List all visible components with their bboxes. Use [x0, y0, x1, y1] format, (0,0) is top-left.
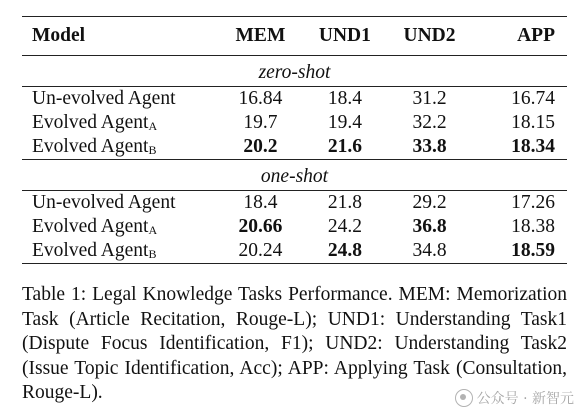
value-cell: 32.2	[412, 112, 447, 133]
value-cell: 20.66	[238, 216, 283, 237]
table-row	[22, 191, 567, 216]
group-row	[22, 160, 567, 191]
model-name: Evolved Agent	[32, 136, 149, 157]
model-cell	[22, 239, 218, 264]
model-cell	[22, 191, 218, 216]
value-cell: 18.59	[472, 239, 567, 264]
table-row	[22, 111, 567, 135]
value-cell: 16.84	[238, 88, 283, 109]
value-cell: 24.2	[327, 216, 362, 237]
value-cell: 29.2	[412, 192, 447, 213]
value-cell: 18.38	[511, 216, 555, 237]
table-body	[22, 56, 567, 264]
table-row	[22, 239, 567, 264]
group-row	[22, 56, 567, 87]
value-cell: 20.2	[218, 135, 302, 160]
model-subscript: B	[148, 247, 157, 261]
model-cell	[22, 111, 218, 135]
model-name: Un-evolved Agent	[32, 88, 176, 109]
table-row	[22, 135, 567, 160]
value-cell: 24.8	[303, 239, 388, 264]
group-label: zero-shot	[22, 56, 567, 87]
table-row	[22, 87, 567, 112]
model-name: Evolved Agent	[32, 240, 149, 261]
model-subscript: A	[148, 223, 158, 237]
table-caption: Table 1: Legal Knowledge Tasks Performance. MEM: Memorization Task (Article Recitation, Rouge-L); UND1: Understanding Task1 (Dispute Focus Identification, F1); UND2: Understanding Task2 (Issue Topic Identification, Acc); APP: Applying Task (Consultation, Rouge-L).	[22, 284, 567, 403]
watermark	[455, 388, 574, 408]
value-cell: 18.4	[243, 192, 278, 213]
table-header-row	[22, 17, 567, 56]
value-cell: 31.2	[412, 88, 447, 109]
value-cell: 18.15	[511, 112, 555, 133]
value-cell: 34.8	[387, 239, 472, 264]
value-cell: 19.4	[327, 112, 362, 133]
model-cell	[22, 87, 218, 112]
value-cell: 20.24	[218, 239, 302, 264]
model-cell	[22, 215, 218, 239]
table-row	[22, 215, 567, 239]
value-cell: 36.8	[412, 216, 447, 237]
header-model: Model	[22, 17, 218, 56]
value-cell: 21.8	[327, 192, 362, 213]
model-name: Un-evolved Agent	[32, 192, 176, 213]
model-name: Evolved Agent	[32, 216, 149, 237]
wechat-icon	[455, 389, 473, 407]
model-subscript: B	[148, 143, 157, 157]
value-cell: 17.26	[511, 192, 555, 213]
value-cell: 16.74	[511, 88, 555, 109]
watermark-text: 公众号 · 新智元	[476, 391, 574, 407]
value-cell: 19.7	[243, 112, 278, 133]
value-cell: 18.34	[472, 135, 567, 160]
value-cell: 21.6	[303, 135, 388, 160]
value-cell: 18.4	[327, 88, 362, 109]
header-und2: UND2	[387, 17, 472, 56]
model-cell	[22, 135, 218, 160]
header-mem: MEM	[218, 17, 302, 56]
value-cell: 33.8	[387, 135, 472, 160]
group-label: one-shot	[22, 160, 567, 191]
results-table	[22, 16, 567, 264]
header-und1: UND1	[303, 17, 388, 56]
header-app: APP	[472, 17, 567, 56]
model-subscript: A	[148, 119, 158, 133]
model-name: Evolved Agent	[32, 112, 149, 133]
